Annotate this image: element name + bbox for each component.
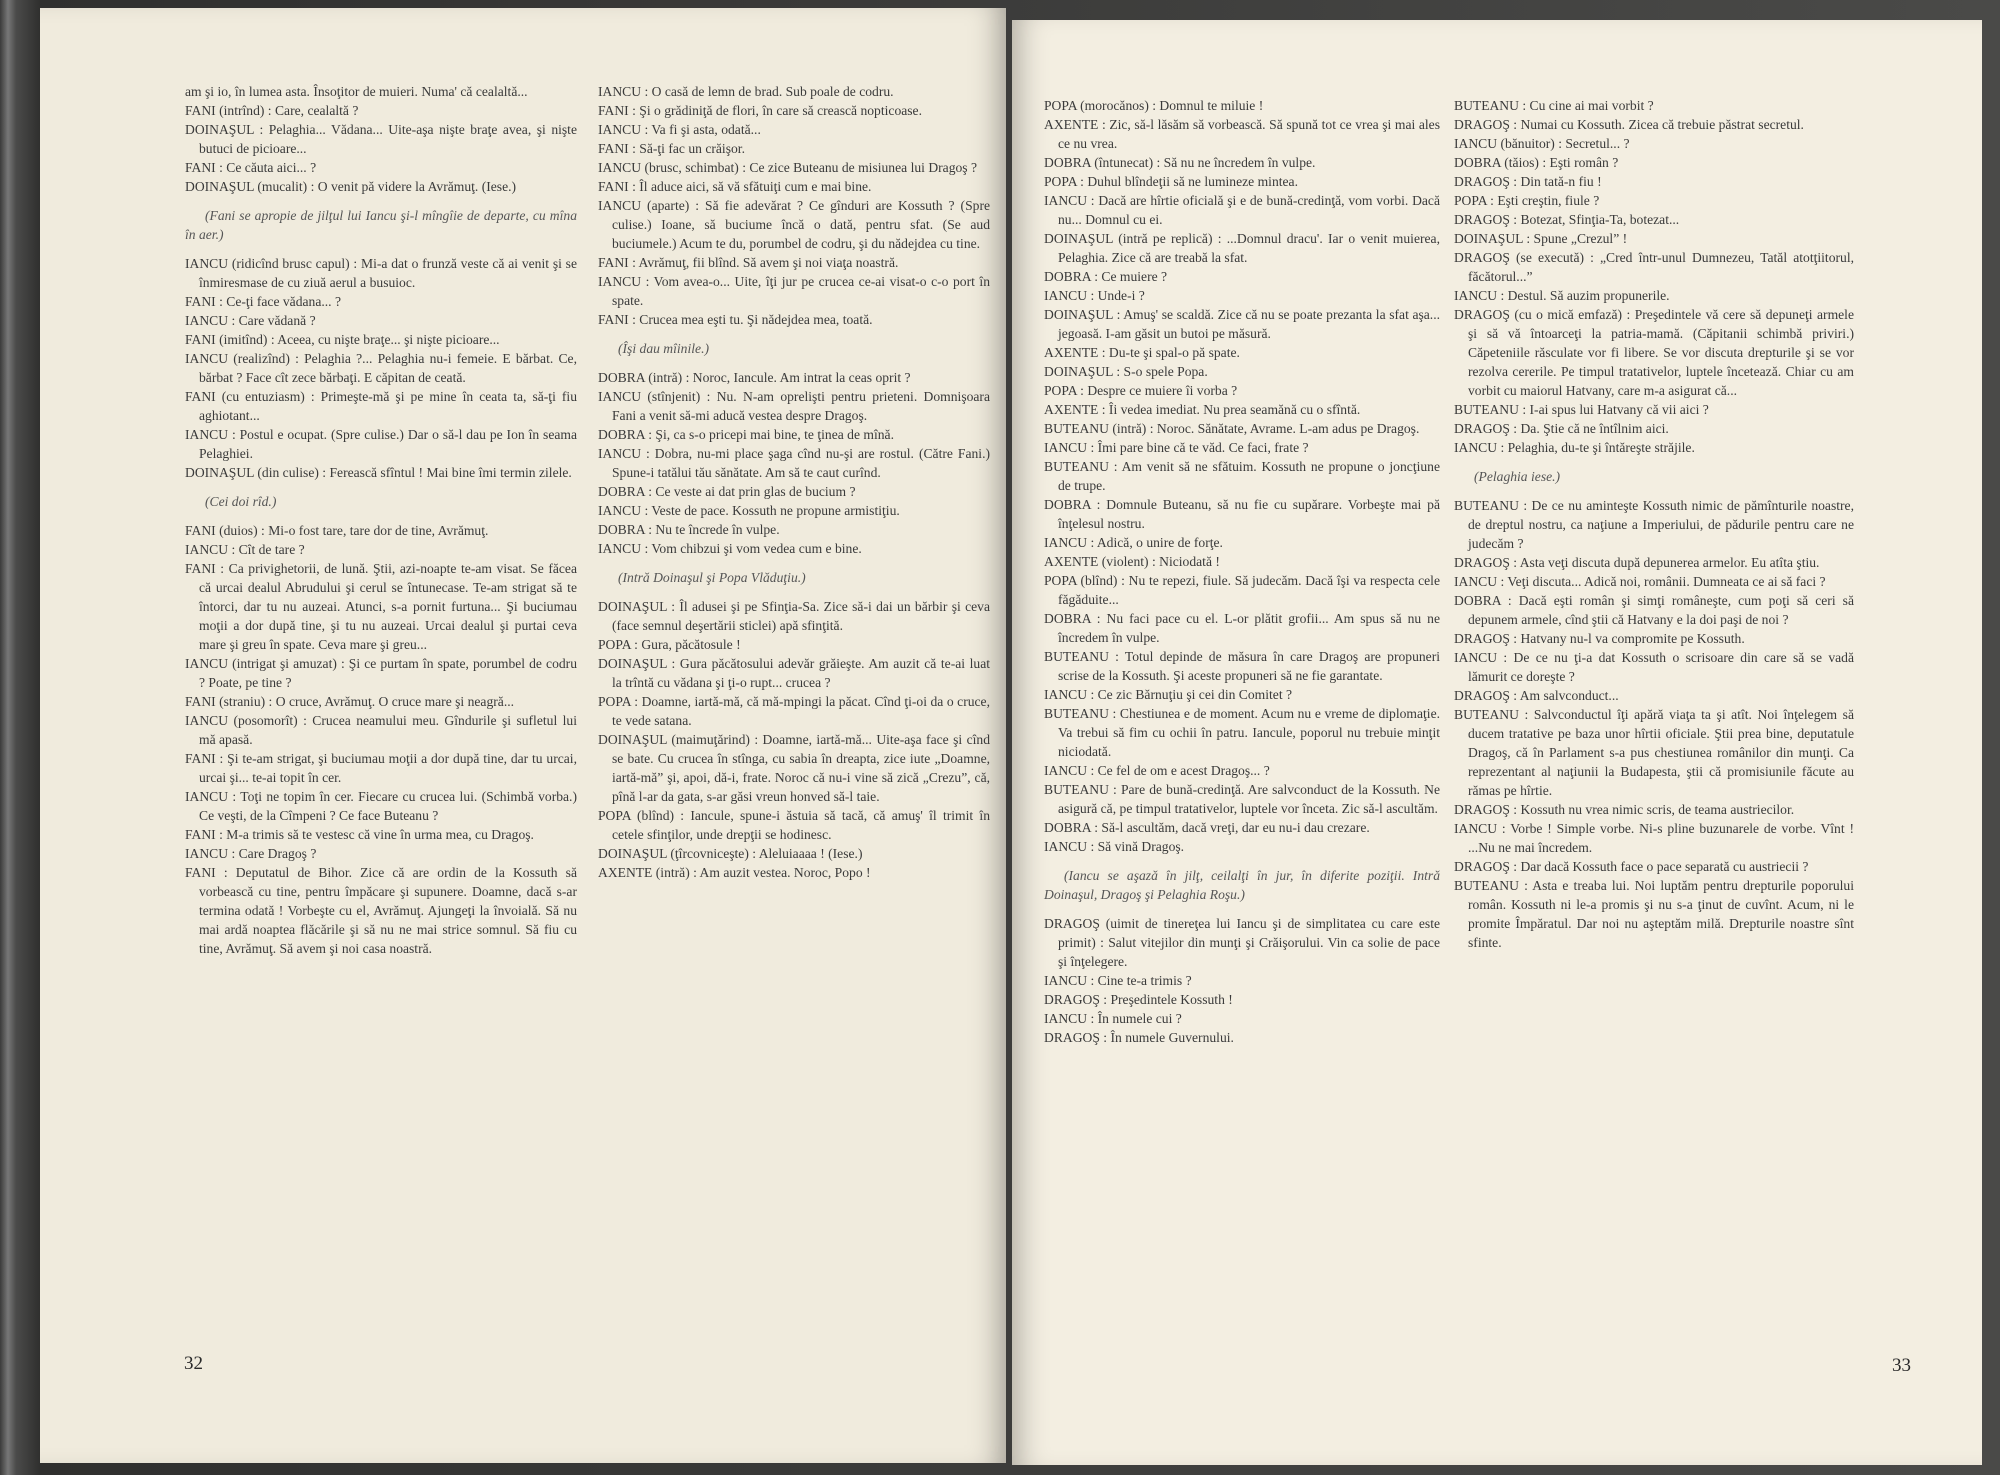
dialogue-line: BUTEANU : Cu cine ai mai vorbit ? [1454,98,1654,113]
dialogue-line: FANI : Crucea mea eşti tu. Şi nădejdea mea, toată. [598,312,873,327]
page-number-right: 33 [1892,1355,1911,1376]
dialogue-line: DOBRA : Să-l ascultăm, dacă vreţi, dar eu nu-i dau crezare. [1044,820,1370,835]
dialogue-line: IANCU : Vom chibzui şi vom vedea cum e bine. [598,541,862,556]
dialogue-line: DOBRA : Nu faci pace cu el. L-or plătit grofii... Am spus să nu ne încredem în vulpe. [1044,611,1440,645]
dialogue-line: DOBRA : Dacă eşti român şi simţi româneşte, cum poţi să ceri să depunem armele, cînd ştii că Hatvany e la doi paşi de noi ? [1454,593,1854,627]
dialogue-line: IANCU : Dacă are hîrtie oficială şi e de bună-credinţă, vom vorbi. Dacă nu... Domnul cu ei. [1044,193,1440,227]
dialogue-line: BUTEANU : Am venit să ne sfătuim. Kossuth ne propune o joncţiune de trupe. [1044,459,1440,493]
dialogue-line: DOBRA : Domnule Buteanu, să nu fie cu supărare. Vorbeşte mai pă înţelesul nostru. [1044,497,1440,531]
dialogue-line: POPA : Gura, păcătosule ! [598,637,741,652]
dialogue-line: IANCU : Ce fel de om e acest Dragoş... ? [1044,763,1270,778]
dialogue-line: POPA (blînd) : Iancule, spune-i ăstuia să tacă, că amuş' îl trimit în cetele sfinţilor, unde drepţii se hodinesc. [598,808,990,842]
dialogue-line: DOINAŞUL : Amuş' se scaldă. Zice că nu se poate prezanta la sfat aşa... jegoasă. I-am găsit un butoi pe măsură. [1044,307,1440,341]
dialogue-line: DOINAŞUL (mucalit) : O venit pă videre la Avrămuţ. (Iese.) [185,179,517,194]
dialogue-line: DRAGOŞ (uimit de tinereţea lui Iancu şi de simplitatea cu care este primit) : Salut vitejilor din munţi şi Crăişorului. Vin ca solie de pace şi înţelegere. [1044,916,1440,969]
dialogue-line: IANCU (stînjenit) : Nu. N-am oprelişti pentru prieteni. Domnişoara Fani a venit să-mi aducă vestea despre Dragoş. [598,389,990,423]
dialogue-line: IANCU : Pelaghia, du-te şi întăreşte străjile. [1454,440,1695,455]
dialogue-line: IANCU : Va fi şi asta, odată... [598,122,761,137]
dialogue-line: IANCU : Toţi ne topim în cer. Fiecare cu crucea lui. (Schimbă vorba.) Ce veşti, de la Cîmpeni ? Ce face Buteanu ? [185,789,577,823]
dialogue-line: IANCU (ridicînd brusc capul) : Mi-a dat o frunză veste că ai venit şi se înmiresmase de cu ziuă aerul a busuioc. [185,256,577,290]
dialogue-line: DRAGOŞ : Numai cu Kossuth. Zicea că trebuie păstrat secretul. [1454,117,1804,132]
dialogue-line: IANCU : Ce zic Bărnuţiu şi cei din Comitet ? [1044,687,1293,702]
dialogue-line: DOBRA (întunecat) : Să nu ne încredem în vulpe. [1044,155,1316,170]
dialogue-line: IANCU : Veste de pace. Kossuth ne propune armistiţiu. [598,503,900,518]
left-page-column-2 [598,82,990,882]
stage-direction: (Intră Doinaşul şi Popa Vlăduţiu.) [618,570,806,585]
dialogue-line: DRAGOŞ : Kossuth nu vrea nimic scris, de teama austriecilor. [1454,802,1795,817]
dialogue-line: POPA : Duhul blîndeţii să ne lumineze mintea. [1044,174,1298,189]
dialogue-line: IANCU (aparte) : Să fie adevărat ? Ce gînduri are Kossuth ? (Spre culise.) Ioane, să buciume încă o dată, pentru sfat. (Se aud buciumele.) Acum te du, porumbel de codru, şi du nădejdea cu tine. [598,198,990,251]
dialogue-line: IANCU (posomorît) : Crucea neamului meu. Gîndurile şi sufletul lui mă apasă. [185,713,577,747]
dialogue-line: IANCU : Cine te-a trimis ? [1044,973,1192,988]
dialogue-line: AXENTE (violent) : Niciodată ! [1044,554,1220,569]
right-page [1012,20,1982,1465]
dialogue-line: DOBRA : Ce muiere ? [1044,269,1168,284]
dialogue-line: IANCU : În numele cui ? [1044,1011,1182,1026]
dialogue-line: IANCU : Vom avea-o... Uite, îţi jur pe crucea ce-ai visat-o c-o port în spate. [598,274,990,308]
dialogue-line: IANCU : Cît de tare ? [185,542,305,557]
dialogue-line: DRAGOŞ : În numele Guvernului. [1044,1030,1234,1045]
dialogue-line: IANCU : Care Dragoş ? [185,846,317,861]
dialogue-line: DOBRA : Nu te încrede în vulpe. [598,522,780,537]
dialogue-line: DRAGOŞ : Preşedintele Kossuth ! [1044,992,1233,1007]
dialogue-line: IANCU (realizînd) : Pelaghia ?... Pelaghia nu-i femeie. E bărbat. Ce, bărbat ? Face cît zece bărbaţi. E căpitan de ceată. [185,351,577,385]
dialogue-line: DOINAŞUL : Gura păcătosului adevăr grăieşte. Am auzit că te-ai luat la trîntă cu vădana şi ţi-o rupt... crucea ? [598,656,990,690]
dialogue-line: DRAGOŞ (se execută) : „Cred într-unul Dumnezeu, Tatăl atotţiitorul, făcătorul...” [1454,250,1854,284]
dialogue-line: AXENTE : Du-te şi spal-o pă spate. [1044,345,1240,360]
dialogue-line: AXENTE : Zic, să-l lăsăm să vorbească. Să spună tot ce vrea şi mai ales ce nu vrea. [1044,117,1440,151]
dialogue-line: BUTEANU : Pare de bună-credinţă. Are salvconduct de la Kossuth. Ne asigură că, pe timpul tratativelor, luptele vor înceta. Zic să-l ascultăm. [1044,782,1440,816]
dialogue-line: FANI (intrînd) : Care, cealaltă ? [185,103,359,118]
dialogue-line: FANI : Avrămuţ, fii blînd. Să avem şi noi viaţa noastră. [598,255,899,270]
dialogue-line: BUTEANU : Chestiunea e de moment. Acum nu e vreme de diplomaţie. Va trebui să fim cu ochii în patru. Iancule, poporul nu trebuie minţit niciodată. [1044,706,1440,759]
dialogue-line: DRAGOŞ : Dar dacă Kossuth face o pace separată cu austriecii ? [1454,859,1809,874]
dialogue-line: DOINAŞUL : Spune „Crezul” ! [1454,231,1628,246]
dialogue-line: AXENTE : Îi vedea imediat. Nu prea seamănă cu o sfîntă. [1044,402,1361,417]
dialogue-line: POPA : Eşti creştin, fiule ? [1454,193,1600,208]
dialogue-line: FANI : Şi te-am strigat, şi buciumau moţii a dor după tine, dar tu urcai, urcai şi... te-ai topit în cer. [185,751,577,785]
dialogue-line: IANCU : Postul e ocupat. (Spre culise.) Dar o să-l dau pe Ion în seama Pelaghiei. [185,427,577,461]
dialogue-line: FANI : Ce-ţi face vădana... ? [185,294,342,309]
dialogue-line: DOINAŞUL (maimuţărind) : Doamne, iartă-mă... Uite-aşa face şi cînd se bate. Cu crucea în stînga, cu sabia în dreapta, zice iute „Doamne, iartă-mă” şi, apoi, dă-i, frate. Noroc că nu-i vine să zică „Crezu”, că, pînă l-ar da gata, s-ar găsi vreun honved să-l taie. [598,732,990,804]
dialogue-line: BUTEANU : Totul depinde de măsura în care Dragoş are propuneri scrise de la Kossuth. Şi aceste propuneri să ne fie garantate. [1044,649,1440,683]
dialogue-line: FANI : Ca privighetorii, de lună. Ştii, azi-noapte te-am visat. Se făcea că urcai dealul Abrudului şi cerul se întunecase. Te-am strigat să te întorci, dar tu nu auzeai. Atunci, s-a pornit furtuna... Şi buciumau moţii a dor după tine, şi tu nu auzeai. Urcai dealul şi purtai ceva mare şi greu în spate. Ceva mare şi greu... [185,561,577,652]
dialogue-line: IANCU : Adică, o unire de forţe. [1044,535,1223,550]
dialogue-line: IANCU (bănuitor) : Secretul... ? [1454,136,1630,151]
stage-direction: (Cei doi rîd.) [205,494,277,509]
right-page-column-1 [1044,96,1440,1047]
dialogue-line: BUTEANU : Salvconductul îţi apără viaţa ta şi atît. Noi înţelegem să ducem tratative pe baza unor hîrtii oficiale. Ştii prea bine, deputatule Dragoş, că în Parlament s-a pus chestiunea românilor din munţi. Ca reprezentant al naţiunii la Budapesta, ştii că promisiunile făcute au rămas pe hîrtie. [1454,707,1854,798]
dialogue-line: IANCU (intrigat şi amuzat) : Şi ce purtam în spate, porumbel de codru ? Poate, pe tine ? [185,656,577,690]
dialogue-line: POPA : Doamne, iartă-mă, că mă-mpingi la păcat. Cînd ţi-oi da o cruce, te vede satana. [598,694,990,728]
dialogue-line: FANI : Îl aduce aici, să vă sfătuiţi cum e mai bine. [598,179,872,194]
dialogue-line: DOINAŞUL : Pelaghia... Vădana... Uite-aşa nişte braţe avea, şi nişte butuci de picioare... [185,122,577,156]
dialogue-line: BUTEANU (intră) : Noroc. Sănătate, Avrame. L-am adus pe Dragoş. [1044,421,1420,436]
dialogue-line: IANCU : Destul. Să auzim propunerile. [1454,288,1670,303]
dialogue-line: IANCU : Care vădană ? [185,313,316,328]
dialogue-line: DRAGOŞ : Botezat, Sfinţia-Ta, botezat... [1454,212,1680,227]
dialogue-line: IANCU : De ce nu ţi-a dat Kossuth o scrisoare din care să se vadă lămurit ce doreşte ? [1454,650,1854,684]
left-page-column-1 [185,82,577,958]
left-page [40,8,1006,1463]
dialogue-line: IANCU : Veţi discuta... Adică noi, românii. Dumneata ce ai să faci ? [1454,574,1826,589]
dialogue-line: FANI : Şi o grădiniţă de flori, în care să crească nopticoase. [598,103,922,118]
dialogue-line: DOINAŞUL (ţîrcovnicеşte) : Aleluiaaaa ! (Iese.) [598,846,863,861]
stage-direction: (Îşi dau mîinile.) [618,341,709,356]
dialogue-line: FANI (duios) : Mi-o fost tare, tare dor de tine, Avrămuţ. [185,523,489,538]
stage-direction: (Pelaghia iese.) [1474,469,1561,484]
dialogue-line: DRAGOŞ : Asta veţi discuta după depunerea armelor. Eu atîta ştiu. [1454,555,1820,570]
dialogue-line: POPA : Despre ce muiere îi vorba ? [1044,383,1238,398]
dialogue-line: FANI : M-a trimis să te vestesc că vine în urma mea, cu Dragoş. [185,827,534,842]
dialogue-line: BUTEANU : Asta e treaba lui. Noi luptăm pentru drepturile poporului român. Kossuth ni le-a promis şi nu s-a ţinut de cuvînt. Acum, ni le promite Împăratul. Dar noi nu aşteptăm milă. Drepturile noastre sînt sfinte. [1454,878,1854,950]
page-number-left: 32 [184,1353,203,1374]
dialogue-line: DRAGOŞ (cu o mică emfază) : Preşedintele vă cere să depuneţi armele şi să vă întoarceţi la patria-mamă. (Căpitanii schimbă priviri.) Căpeteniile răsculate vor fi libere. Se vor discuta drepturile şi se vor rezolva cererile. Pe timpul tratativelor, luptele încetează. Chiar cu am vorbit cu maiorul Hatvany, care m-a asigurat că... [1454,307,1854,398]
dialogue-line: IANCU : O casă de lemn de brad. Sub poale de codru. [598,84,894,99]
dialogue-line: DOBRA (intră) : Noroc, Iancule. Am intrat la ceas oprit ? [598,370,911,385]
dialogue-line: DRAGOŞ : Da. Ştie că ne întîlnim aici. [1454,421,1669,436]
dialogue-line: DOBRA (tăios) : Eşti român ? [1454,155,1619,170]
dialogue-line: DOINAŞUL : S-o spele Popa. [1044,364,1208,379]
right-page-column-2 [1454,96,1854,952]
dialogue-line: DRAGOŞ : Hatvany nu-l va compromite pe Kossuth. [1454,631,1745,646]
dialogue-line: FANI : Ce căuta aici... ? [185,160,317,175]
dialogue-line: IANCU : Vorbe ! Simple vorbe. Ni-s pline buzunarele de vorbe. Vînt ! ...Nu ne mai încredem. [1454,821,1854,855]
dialogue-line: AXENTE (intră) : Am auzit vestea. Noroc, Popo ! [598,865,871,880]
dialogue-line: BUTEANU : De ce nu aminteşte Kossuth nimic de pămînturile noastre, de dreptul nostru, ca naţiune a Imperiului, de pădurile pentru care ne judecăm ? [1454,498,1854,551]
dialogue-line: FANI (straniu) : O cruce, Avrămuţ. O cruce mare şi neagră... [185,694,515,709]
dialogue-line: IANCU : Unde-i ? [1044,288,1145,303]
dialogue-line: DRAGOŞ : Din tată-n fiu ! [1454,174,1602,189]
dialogue-line: FANI : Deputatul de Bihor. Zice că are ordin de la Kossuth să vorbească cu tine, pentru împăcare şi supunere. Doamne, dacă s-ar termina odată ! Vorbeşte cu el, Avrămuţ. Ajungeţi la învoială. Să nu mai ardă noaptea flăcările şi să nu ne mai strice somnul. Să fiu cu tine, Avrămuţ. Să avem şi noi casa noastră. [185,865,577,956]
dialogue-line: FANI (cu entuziasm) : Primeşte-mă şi pe mine în ceata ta, să-ţi fiu aghiotant... [185,389,577,423]
dialogue-line: POPA (blînd) : Nu te repezi, fiule. Să judecăm. Dacă îşi va respecta cele făgăduite... [1044,573,1440,607]
dialogue-line: BUTEANU : I-ai spus lui Hatvany că vii aici ? [1454,402,1709,417]
dialogue-line: FANI : Să-ţi fac un crăişor. [598,141,745,156]
dialogue-line: DOINAŞUL (din culise) : Ferească sfîntul ! Mai bine îmi termin zilele. [185,465,572,480]
dialogue-line: IANCU : Dobra, nu-mi place şaga cînd nu-şi are rostul. (Către Fani.) Spune-i tatălui tău sănătate. Am să te caut curînd. [598,446,990,480]
dialogue-line: DOINAŞUL (intră pe replică) : ...Domnul dracu'. Iar o venit muierea, Pelaghia. Zice că are treabă la sfat. [1044,231,1440,265]
dialogue-line: IANCU : Îmi pare bine că te văd. Ce faci, frate ? [1044,440,1309,455]
stage-direction: (Fani se apropie de jilţul lui Iancu şi-l mîngîie de departe, cu mîna în aer.) [185,208,577,242]
dialogue-line: DOBRA : Şi, ca s-o pricepi mai bine, te ţinea de mînă. [598,427,894,442]
dialogue-line: DRAGOŞ : Am salvconduct... [1454,688,1619,703]
dialogue-line: am şi io, în lumea asta. Însoţitor de muieri. Numa' că cealaltă... [185,84,528,99]
dialogue-line: POPA (morocănos) : Domnul te miluie ! [1044,98,1264,113]
dialogue-line: IANCU : Să vină Dragoş. [1044,839,1185,854]
stage-direction: (Iancu se aşază în jilţ, ceilalţi în jur, în diferite poziţii. Intră Doinaşul, Dragoş şi Pelaghia Roşu.) [1044,868,1440,902]
dialogue-line: FANI (imitînd) : Aceea, cu nişte braţe... şi nişte picioare... [185,332,500,347]
dialogue-line: DOBRA : Ce veste ai dat prin glas de bucium ? [598,484,856,499]
dialogue-line: IANCU (brusc, schimbat) : Ce zice Buteanu de misiunea lui Dragoş ? [598,160,978,175]
dialogue-line: DOINAŞUL : Îl adusei şi pe Sfinţia-Sa. Zice să-i dai un bărbir şi ceva (face semnul deşertării sticlei) apă sfinţită. [598,599,990,633]
